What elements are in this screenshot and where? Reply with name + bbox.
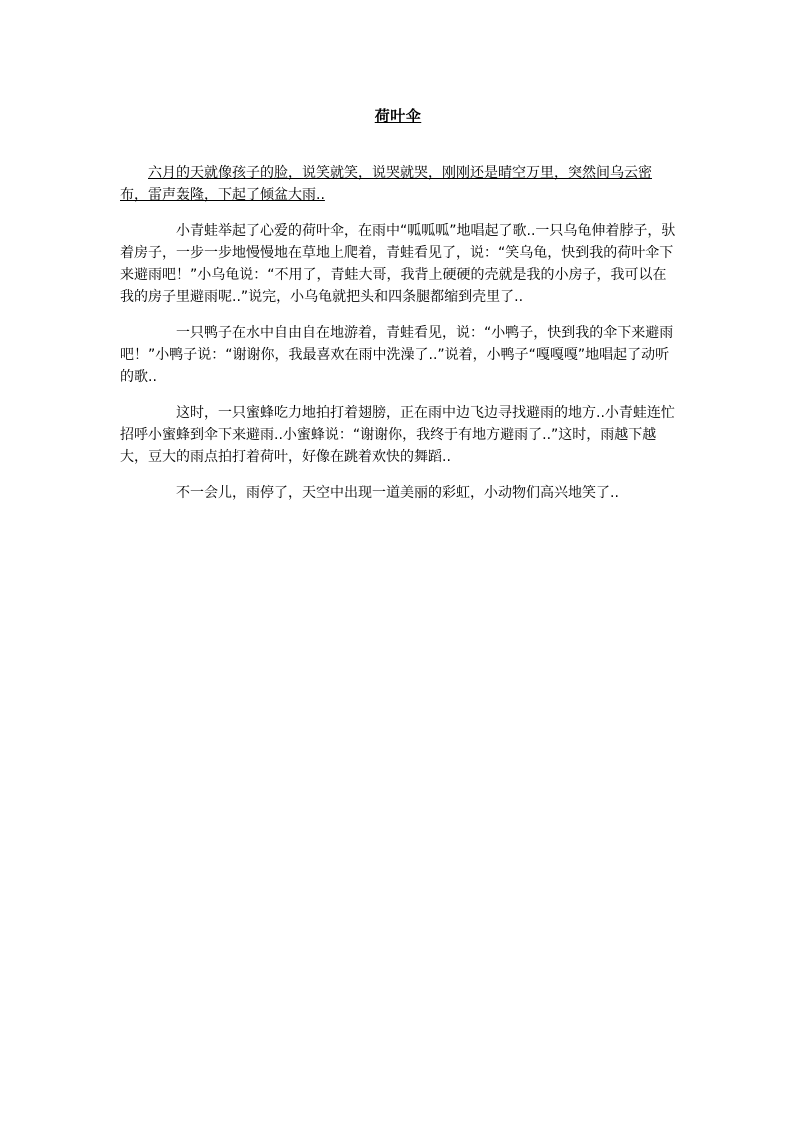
paragraph-3: 一只鸭子在水中自由自在地游着，青蛙看见，说：“小鸭子，快到我的伞下来避雨吧！”小鸭子说：“谢谢你，我最喜欢在雨中洗澡了..”说着，小鸭子“嘎嘎嘎”地唱起了动听的歌.. <box>120 325 674 385</box>
paragraph-5: 不一会儿，雨停了，天空中出现一道美丽的彩虹，小动物们高兴地笑了.. <box>176 485 619 501</box>
paragraph-4: 这时，一只蜜蜂吃力地拍打着翅膀，正在雨中边飞边寻找避雨的地方..小青蛙连忙招呼小蜜蜂到伞下来避雨..小蜜蜂说：“谢谢你，我终于有地方避雨了..”这时，雨越下越大，豆大的雨点拍打着荷叶，好像在跳着欢快的舞蹈.. <box>120 405 675 465</box>
document-page <box>120 100 676 518</box>
paragraph-2: 小青蛙举起了心爱的荷叶伞，在雨中“呱呱呱”地唱起了歌..一只乌龟伸着脖子，驮着房子，一步一步地慢慢地在草地上爬着，青蛙看见了，说：“笑乌龟，快到我的荷叶伞下来避雨吧！”小乌龟说：“不用了，青蛙大哥，我背上硬硬的壳就是我的小房子，我可以在我的房子里避雨呢..”说完，小乌龟就把头和四条腿都缩到壳里了.. <box>120 223 676 305</box>
document-title: 荷叶伞 <box>374 107 422 125</box>
paragraph-1: 六月的天就像孩子的脸，说笑就笑，说哭就哭，刚刚还是晴空万里，突然间乌云密布，雷声轰隆，下起了倾盆大雨.. <box>120 165 652 203</box>
